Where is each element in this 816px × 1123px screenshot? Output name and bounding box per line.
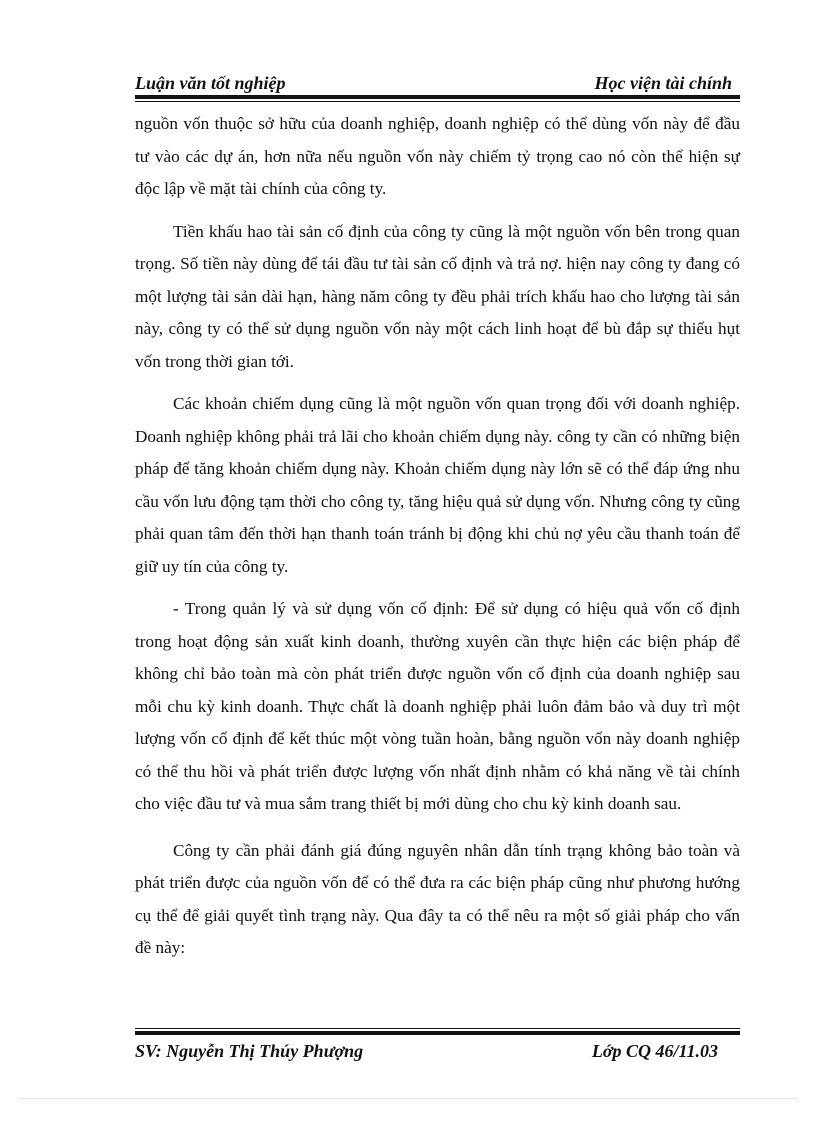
paragraph-assessment: Công ty cần phải đánh giá đúng nguyên nhân dẫn tính trạng không bảo toàn và phát triển được của nguồn vốn để có thể đưa ra các biện pháp cũng như phương hướng cụ thể để giải quyết tình trạng này. Qua đây ta có thể nêu ra một số giải pháp cho vấn đề này: <box>135 840 740 957</box>
header-rule-thick <box>135 95 740 99</box>
paragraph-appropriation: Các khoản chiếm dụng cũng là một nguồn vốn quan trọng đối với doanh nghiệp. Doanh nghiệp không phải trả lãi cho khoản chiếm dụng này. công ty cần có những biện pháp để tăng khoản chiếm dụng này. Khoản chiếm dụng này lớn sẽ có thể đáp ứng nhu cầu vốn lưu động tạm thời cho công ty, tăng hiệu quả sử dụng vốn. Nhưng công ty cũng phải quan tâm đến thời hạn thanh toán tránh bị động khi chủ nợ yêu cầu thanh toán để giữ uy tín của công ty. <box>135 394 740 576</box>
footer-rule <box>135 1028 740 1035</box>
paragraph-fixed-capital: - Trong quản lý và sử dụng vốn cố định: Để sử dụng có hiệu quả vốn cố định trong hoạt động sản xuất kinh doanh, thường xuyên cần thực hiện các biện pháp để không chỉ bảo toàn mà còn phát triển được nguồn vốn cố định của doanh nghiệp sau mỗi chu kỳ kinh doanh. Thực chất là doanh nghiệp phải luôn đảm bảo và duy trì một lượng vốn cố định để kết thúc một vòng tuần hoàn, bằng nguồn vốn này doanh nghiệp có thể thu hồi và phát triển được lượng vốn nhất định nhằm có khả năng về tài chính cho việc đầu tư và mua sắm trang thiết bị mới dùng cho chu kỳ kinh doanh sau. <box>135 599 740 813</box>
footer-rule-thick <box>135 1031 740 1035</box>
page-header <box>135 72 740 96</box>
footer-class-code: Lớp CQ 46/11.03 <box>591 1041 718 1061</box>
page-bottom-border <box>20 1098 796 1099</box>
header-institution-label: Học viện tài chính <box>594 73 732 93</box>
header-thesis-label: Luận văn tốt nghiệp <box>135 73 286 93</box>
header-rule-thin <box>135 101 740 102</box>
paragraph-depreciation: Tiền khấu hao tài sản cố định của công ty cũng là một nguồn vốn bên trong quan trọng. Số tiền này dùng để tái đầu tư tài sản cố định và trả nợ. hiện nay công ty đang có một lượng tài sản dài hạn, hàng năm công ty đều phải trích khấu hao cho lượng tài sản này, công ty có thể sử dụng nguồn vốn này một cách linh hoạt để bù đắp sự thiếu hụt vốn trong thời gian tới. <box>135 221 740 371</box>
footer-student-name: SV: Nguyễn Thị Thúy Phượng <box>135 1041 364 1061</box>
page-footer <box>135 1040 740 1064</box>
header-rule <box>135 95 740 102</box>
footer-rule-thin <box>135 1028 740 1029</box>
body-text <box>135 108 740 965</box>
paragraph-continuation: nguồn vốn thuộc sở hữu của doanh nghiệp, doanh nghiệp có thể dùng vốn này để đầu tư vào các dự án, hơn nữa nếu nguồn vốn này chiếm tỷ trọng cao nó còn thể hiện sự độc lập về mặt tài chính của công ty. <box>135 114 740 198</box>
